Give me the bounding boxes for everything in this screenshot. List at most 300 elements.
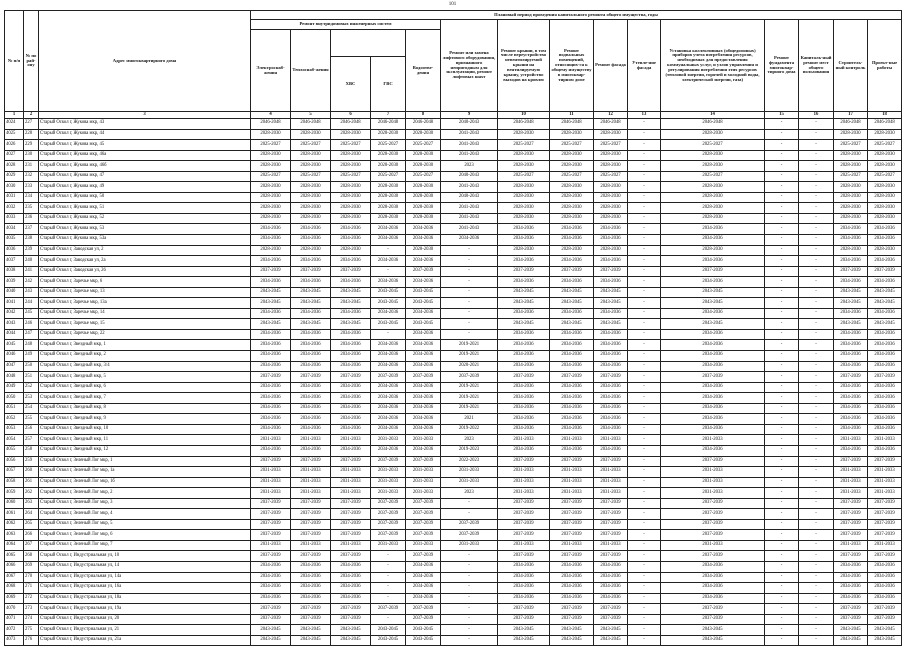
table-cell: 2037-2039 [251,456,291,467]
table-cell: - [628,445,661,456]
table-cell: 2034-2036 [661,361,765,372]
table-row [5,235,902,246]
row-number-cell: 4033 [5,213,24,224]
table-cell: 2034-2036 [868,340,902,351]
address-cell: Старый Оскол г, Зеленый Лог мкр, 7 [39,540,251,551]
table-cell: 2034-2036 [550,277,594,288]
table-cell: 2031-2033 [868,488,902,499]
table-cell: - [799,245,834,256]
table-cell: - [799,614,834,625]
address-cell: Старый Оскол г, Жукова мкр, 47 [39,171,251,182]
table-row [5,319,902,330]
table-cell: - [628,171,661,182]
row-number-cell: 4029 [5,171,24,182]
table-cell: 2037-2039 [594,551,628,562]
table-cell: - [628,224,661,235]
table-cell: 2034-2036 [594,235,628,246]
header-water-supply [331,30,406,57]
row-number-cell: 4061 [5,509,24,520]
table-cell: 2034-2036 [406,329,441,340]
table-cell: 2037-2039 [251,530,291,541]
table-cell: 2034-2036 [331,224,371,235]
table-cell: 2043-2045 [291,635,331,646]
table-cell: 2046-2048 [594,119,628,130]
address-cell: Старый Оскол г, Зеленый Лог мкр, 1а [39,467,251,478]
table-cell: 2034-2036 [550,572,594,583]
table-cell: 2028-2030 [498,129,550,140]
table-cell: - [799,477,834,488]
table-cell: 2037-2039 [868,372,902,383]
table-cell: 2046-2048 [251,119,291,130]
table-cell: 2037-2039 [251,509,291,520]
table-cell: 2028-2030 [371,213,406,224]
table-cell: - [441,625,498,636]
table-cell: - [765,403,799,414]
table-cell: - [628,540,661,551]
table-cell: - [765,213,799,224]
table-cell: - [628,235,661,246]
table-cell: 2034-2036 [834,561,868,572]
table-cell: 2037-2039 [371,456,406,467]
table-cell: 2037-2039 [371,519,406,530]
table-cell: 2043-2045 [371,319,406,330]
table-cell: - [799,224,834,235]
table-cell: 2034-2036 [406,382,441,393]
table-cell: 2028-2030 [406,192,441,203]
table-cell: 2034-2036 [550,308,594,319]
table-cell: 2037-2039 [371,509,406,520]
table-cell: 2034-2036 [594,414,628,425]
table-cell: 2043-2045 [550,635,594,646]
table-cell: 2034-2036 [251,445,291,456]
table-cell: 2028-2030 [406,182,441,193]
table-cell: 2028-2030 [594,161,628,172]
table-cell: - [628,551,661,562]
table-cell: 2034-2036 [868,382,902,393]
table-cell: 2034-2036 [594,572,628,583]
row-number-cell: 4046 [5,351,24,362]
table-cell: - [799,150,834,161]
table-cell: 2034-2036 [868,224,902,235]
table-cell: 2034-2036 [498,382,550,393]
table-cell: 2025-2027 [498,171,550,182]
table-cell: 2037-2039 [834,266,868,277]
column-number: 9 [441,112,498,119]
table-cell: - [628,467,661,478]
table-cell: 2031-2033 [661,435,765,446]
table-row [5,308,902,319]
table-cell: 2034-2036 [868,277,902,288]
table-cell: 2034-2036 [371,403,406,414]
table-cell: - [799,266,834,277]
table-cell: 2031-2033 [251,488,291,499]
table-row [5,530,902,541]
address-cell: Старый Оскол г, Звездный мкр, 8 [39,403,251,414]
table-row [5,604,902,615]
table-cell: 2025-2027 [251,171,291,182]
table-cell: 2034-2036 [868,235,902,246]
row-number-cell: 4034 [5,224,24,235]
table-cell: - [799,530,834,541]
address-cell: Старый Оскол г, Звездный мкр, 7 [39,393,251,404]
table-cell: 2037-2039 [868,519,902,530]
header-address: Адрес многоквартирного дома [39,11,251,112]
table-cell: 2034-2036 [594,561,628,572]
table-cell: 2034-2036 [834,277,868,288]
table-row [5,403,902,414]
table-cell: 2043-2045 [834,287,868,298]
table-cell: 2034-2036 [441,235,498,246]
table-cell: 2034-2036 [594,382,628,393]
table-cell: - [765,308,799,319]
address-cell: Старый Оскол г, Звездный мкр, 10 [39,424,251,435]
table-cell: 2028-2030 [868,203,902,214]
table-row [5,213,902,224]
table-cell: 2037-2039 [291,604,331,615]
table-cell: - [765,424,799,435]
table-cell: 2028-2030 [251,192,291,203]
table-cell: 2034-2036 [661,256,765,267]
table-cell: 2043-2045 [550,298,594,309]
address-cell: Старый Оскол г, Звездный мкр, 2 [39,351,251,362]
table-row [5,414,902,425]
table-cell: 2037-2039 [594,498,628,509]
address-cell: Старый Оскол г, Заводская ул, 2 [39,245,251,256]
table-cell: 2043-2045 [594,319,628,330]
table-cell: 2037-2039 [550,614,594,625]
table-cell: 2028-2030 [291,213,331,224]
table-row [5,593,902,604]
table-cell: - [765,625,799,636]
table-cell: 2025-2027 [498,140,550,151]
table-cell: 2037-2039 [331,604,371,615]
table-cell: - [628,182,661,193]
table-cell: - [628,340,661,351]
table-cell: 2031-2033 [291,477,331,488]
table-cell: 2034-2036 [498,445,550,456]
header-common-areas: Капиталь-ный ремонт мест общего пользования [799,20,834,112]
table-cell: 2031-2033 [291,467,331,478]
table-cell: - [371,614,406,625]
column-number: 14 [661,112,765,119]
table-cell: 2046-2048 [498,119,550,130]
table-cell: - [441,509,498,520]
table-cell: 2028-2030 [498,182,550,193]
row-number-cell: 4025 [5,129,24,140]
table-cell: - [799,372,834,383]
table-cell: - [799,329,834,340]
column-number: 4 [251,112,291,119]
table-cell: 2034-2036 [594,445,628,456]
table-cell: 2034-2036 [498,351,550,362]
district-number-cell: 245 [24,308,39,319]
table-cell: 2037-2039 [834,614,868,625]
page-number: 101 [448,2,457,7]
table-cell: 2034-2036 [371,351,406,362]
table-row [5,625,902,636]
table-cell: 2043-2045 [498,298,550,309]
table-row [5,509,902,520]
row-number-cell: 4047 [5,361,24,372]
table-cell: - [799,161,834,172]
address-cell: Старый Оскол г, Заводская ул, 2а [39,256,251,267]
table-cell: 2043-2045 [371,298,406,309]
table-cell: 2034-2036 [498,329,550,340]
table-cell: 2037-2039 [406,551,441,562]
row-number-cell: 4038 [5,266,24,277]
table-cell: - [765,256,799,267]
table-cell: - [371,593,406,604]
table-cell: - [765,351,799,362]
table-row [5,256,902,267]
table-cell: 2043-2045 [251,635,291,646]
address-cell: Старый Оскол г, Жукова мкр, 53 [39,224,251,235]
table-cell: 2028-2030 [371,150,406,161]
table-cell: 2034-2036 [868,414,902,425]
row-number-cell: 4035 [5,235,24,246]
row-number-cell: 4059 [5,488,24,499]
table-cell: 2043-2045 [251,625,291,636]
table-cell: 2034-2036 [661,340,765,351]
table-cell: 2037-2039 [594,519,628,530]
table-cell: - [628,245,661,256]
table-cell: 2031-2033 [834,488,868,499]
table-cell: 2043-2045 [498,625,550,636]
table-cell: 2034-2036 [406,277,441,288]
district-number-cell: 257 [24,435,39,446]
header-district-number: № по рай-ону [24,11,39,112]
column-number: 17 [834,112,868,119]
table-cell: 2034-2036 [661,393,765,404]
header-basement: Ремонт подвальных помещений, относящих-ся к общему имуществу в многоквар-тирном доме [550,20,594,112]
table-cell: - [799,467,834,478]
table-cell: - [799,551,834,562]
table-cell: 2034-2036 [661,414,765,425]
table-cell: 2034-2036 [661,561,765,572]
table-cell: 2034-2036 [834,351,868,362]
table-cell: - [765,572,799,583]
column-number: 3 [39,112,251,119]
table-cell: - [765,614,799,625]
table-cell: 2037-2039 [331,551,371,562]
row-number-cell: 4028 [5,161,24,172]
table-cell: - [799,308,834,319]
district-number-cell: 232 [24,171,39,182]
table-cell: 2034-2036 [868,351,902,362]
table-cell: 2037-2039 [291,509,331,520]
table-cell: 2028-2030 [251,129,291,140]
table-cell: 2034-2036 [834,340,868,351]
table-cell: 2034-2036 [406,340,441,351]
table-cell: 2025-2027 [406,171,441,182]
table-cell: 2037-2039 [594,530,628,541]
table-cell: - [799,498,834,509]
table-cell: 2028-2030 [594,203,628,214]
address-cell: Старый Оскол г, Индустриальная ул, 16а [39,583,251,594]
table-cell: 2034-2036 [406,235,441,246]
table-cell: 2028-2030 [331,192,371,203]
table-cell: 2034-2036 [331,340,371,351]
table-cell: 2034-2036 [498,393,550,404]
table-cell: 2037-2039 [498,551,550,562]
table-cell: - [628,287,661,298]
table-cell: 2031-2033 [498,435,550,446]
district-number-cell: 271 [24,583,39,594]
table-row [5,340,902,351]
table-cell: 2034-2036 [834,572,868,583]
table-cell: 2019-2021 [441,351,498,362]
table-cell: 2034-2036 [594,583,628,594]
address-cell: Старый Оскол г, Зеленый Лог мкр, 4 [39,509,251,520]
table-cell: - [765,604,799,615]
column-number: 12 [594,112,628,119]
table-cell: 2028-2030 [550,150,594,161]
table-cell: 2043-2045 [406,625,441,636]
district-number-cell: 263 [24,498,39,509]
row-number-cell: 4054 [5,435,24,446]
table-cell: 2028-2030 [406,245,441,256]
table-cell: 2028-2030 [498,150,550,161]
table-cell: 2037-2039 [498,509,550,520]
table-cell: 2037-2039 [661,456,765,467]
table-cell: - [799,414,834,425]
table-cell: 2025-2027 [406,140,441,151]
district-number-cell: 239 [24,245,39,256]
table-cell: - [628,351,661,362]
table-cell: 2028-2030 [594,245,628,256]
row-number-cell: 4070 [5,604,24,615]
table-cell: - [628,604,661,615]
table-cell: 2034-2036 [661,572,765,583]
table-cell: 2034-2036 [331,572,371,583]
row-number-cell: 4026 [5,140,24,151]
table-cell: 2034-2036 [371,445,406,456]
table-cell: 2043-2045 [550,287,594,298]
table-cell: 2043-2045 [868,319,902,330]
table-cell: 2037-2039 [550,456,594,467]
table-cell: 2028-2030 [868,161,902,172]
table-cell: 2043-2045 [661,635,765,646]
table-cell: 2037-2039 [661,266,765,277]
table-cell: 2037-2039 [868,530,902,541]
district-number-cell: 236 [24,213,39,224]
table-cell: - [765,182,799,193]
table-row [5,583,902,594]
table-cell: - [765,593,799,604]
row-number-cell: 4024 [5,119,24,130]
table-cell: - [628,266,661,277]
table-cell: - [799,340,834,351]
table-cell: - [765,414,799,425]
address-cell: Старый Оскол г, Заречье мкр, 6 [39,277,251,288]
capital-repair-schedule-table [4,10,902,646]
table-body [5,119,902,646]
header-sewerage: Водоотве-дения [406,30,441,112]
address-cell: Старый Оскол г, Жукова мкр, 50 [39,192,251,203]
table-cell: - [628,435,661,446]
table-cell: 2034-2036 [498,583,550,594]
address-cell: Старый Оскол г, Жукова мкр, 49 [39,182,251,193]
table-cell: 2028-2030 [406,213,441,224]
header-foundation: Ремонт фундамента многоквар-тирного дома [765,20,799,112]
address-cell: Старый Оскол г, Индустриальная ул, 20 [39,614,251,625]
table-cell: - [628,424,661,435]
table-cell: 2028-2030 [834,213,868,224]
table-cell: 2037-2039 [251,519,291,530]
table-cell: - [441,614,498,625]
table-cell: - [799,509,834,520]
table-cell: - [628,140,661,151]
table-cell: 2028-2030 [251,182,291,193]
table-cell: 2034-2036 [291,224,331,235]
table-cell: - [799,593,834,604]
table-cell: - [628,308,661,319]
table-cell: - [765,477,799,488]
table-cell: 2034-2036 [291,424,331,435]
table-cell: 2034-2036 [868,572,902,583]
table-cell: 2034-2036 [291,277,331,288]
district-number-cell: 240 [24,256,39,267]
table-cell: 2034-2036 [331,593,371,604]
table-cell: 2034-2036 [868,561,902,572]
table-cell: 2043-2045 [661,319,765,330]
row-number-cell: 4056 [5,456,24,467]
address-cell: Старый Оскол г, Звездный мкр, 9 [39,414,251,425]
table-cell: 2031-2033 [371,435,406,446]
district-number-cell: 273 [24,604,39,615]
table-row [5,382,902,393]
table-cell: 2034-2036 [550,224,594,235]
table-cell: 2046-2048 [371,119,406,130]
table-cell: 2028-2030 [498,161,550,172]
table-cell: - [765,224,799,235]
table-cell: 2043-2045 [406,319,441,330]
table-cell: 2034-2036 [371,414,406,425]
table-cell: 2037-2039 [868,456,902,467]
table-cell: 2034-2036 [661,277,765,288]
table-cell: 2043-2045 [834,635,868,646]
table-cell: - [799,540,834,551]
table-cell: 2034-2036 [868,583,902,594]
table-cell: 2037-2039 [834,551,868,562]
address-cell: Старый Оскол г, Жукова мкр, 43 [39,119,251,130]
district-number-cell: 274 [24,614,39,625]
table-cell: 2037-2039 [371,604,406,615]
district-number-cell: 269 [24,561,39,572]
table-cell: - [441,298,498,309]
table-cell: - [799,171,834,182]
table-cell: 2037-2039 [550,530,594,541]
table-cell: - [799,203,834,214]
table-cell: 2031-2033 [868,435,902,446]
table-cell: 2031-2033 [331,488,371,499]
table-cell: - [628,456,661,467]
table-cell: - [371,329,406,340]
district-number-cell: 227 [24,119,39,130]
address-cell: Старый Оскол г, Заводская ул, 26 [39,266,251,277]
table-cell: 2034-2036 [291,572,331,583]
table-cell: 2025-2027 [291,140,331,151]
table-cell: - [628,361,661,372]
table-cell: 2034-2036 [868,329,902,340]
table-cell: - [799,277,834,288]
table-cell: - [441,266,498,277]
table-cell: 2031-2033 [594,477,628,488]
table-cell: - [765,192,799,203]
table-cell: 2043-2045 [251,298,291,309]
table-cell: 2043-2045 [498,319,550,330]
table-cell: - [765,361,799,372]
